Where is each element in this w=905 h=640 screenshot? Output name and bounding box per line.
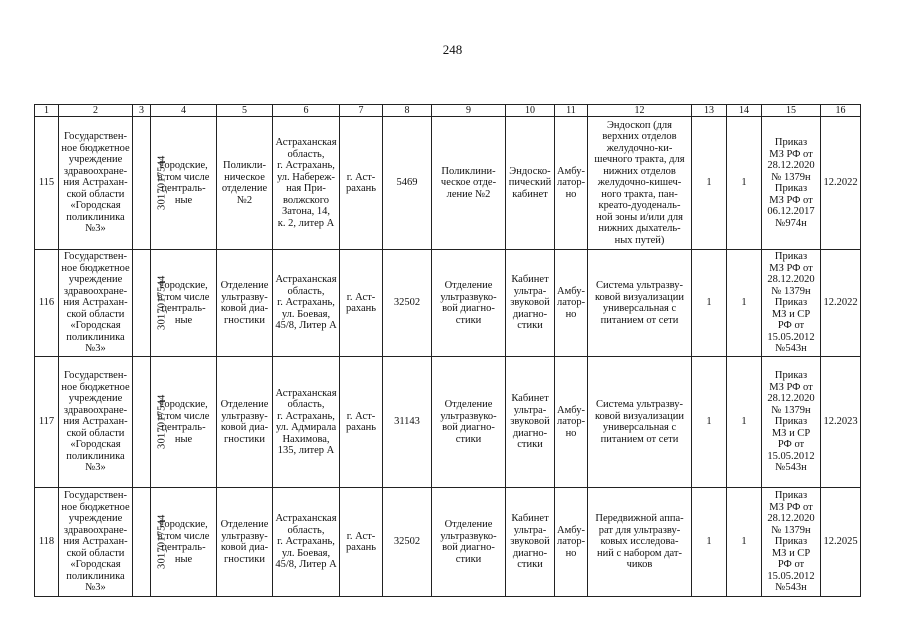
row-number-cell: 118	[35, 488, 59, 597]
order-cell: Приказ МЗ РФ от 28.12.2020 № 1379н Приказ МЗ и СР РФ от 15.05.2012 №543н	[762, 488, 821, 597]
quantity-cell: 1	[727, 250, 762, 357]
date-cell: 12.2022	[821, 117, 861, 250]
column-number: 1	[35, 105, 59, 117]
quantity-cell: 1	[727, 357, 762, 488]
page-number: 248	[442, 42, 463, 57]
table-row	[35, 250, 861, 357]
column-number: 12	[588, 105, 692, 117]
row-number-cell: 116	[35, 250, 59, 357]
city-cell: г. Аст- рахань	[340, 488, 383, 597]
subdivision-cell: Поликлини- ческое отде- ление №2	[432, 117, 506, 250]
order-cell: Приказ МЗ РФ от 28.12.2020 № 1379н Приказ МЗ и СР РФ от 15.05.2012 №543н	[762, 250, 821, 357]
quantity-cell: 1	[692, 488, 727, 597]
column-number: 13	[692, 105, 727, 117]
type-cell: Городские, в том числе централь- ные	[151, 357, 217, 488]
inn-text: 3017017544	[156, 514, 168, 570]
column-number: 3	[133, 105, 151, 117]
code-cell: 32502	[383, 250, 432, 357]
inn-cell	[133, 117, 168, 250]
column-number-row	[35, 105, 861, 117]
organization-cell: Государствен- ное бюджетное учреждение здравоохране- ния Астрахан- ской области «Городская поликлиника №3»	[59, 117, 133, 250]
care-form-cell: Амбу- латор- но	[555, 117, 588, 250]
table-row	[35, 357, 861, 488]
date-cell: 12.2025	[821, 488, 861, 597]
address-cell: Астраханская область, г. Астрахань, ул. Адмирала Нахимова, 135, литер А	[273, 357, 340, 488]
quantity-cell: 1	[692, 357, 727, 488]
quantity-cell: 1	[692, 250, 727, 357]
column-number: 11	[555, 105, 588, 117]
inn-cell	[133, 250, 168, 357]
column-number: 6	[273, 105, 340, 117]
column-number: 14	[727, 105, 762, 117]
department-cell: Отделение ультразву- ковой диа- гностики	[217, 357, 273, 488]
city-cell: г. Аст- рахань	[340, 117, 383, 250]
code-cell: 5469	[383, 117, 432, 250]
inn-text: 3017017544	[156, 275, 168, 331]
row-number-cell: 117	[35, 357, 59, 488]
care-form-cell: Амбу- латор- но	[555, 357, 588, 488]
order-cell: Приказ МЗ РФ от 28.12.2020 № 1379н Приказ МЗ РФ от 06.12.2017 №974н	[762, 117, 821, 250]
cabinet-cell: Эндоско- пический кабинет	[506, 117, 555, 250]
inn-cell	[133, 357, 168, 488]
subdivision-cell: Отделение ультразвуко- вой диагно- стики	[432, 488, 506, 597]
column-number: 10	[506, 105, 555, 117]
organization-cell: Государствен- ное бюджетное учреждение здравоохране- ния Астрахан- ской области «Городская поликлиника №3»	[59, 250, 133, 357]
row-number-cell: 115	[35, 117, 59, 250]
inn-text: 3017017544	[156, 394, 168, 450]
inn-text: 3017017544	[156, 155, 168, 211]
city-cell: г. Аст- рахань	[340, 357, 383, 488]
equipment-cell: Система ультразву- ковой визуализации универсальная с питанием от сети	[588, 250, 692, 357]
department-cell: Отделение ультразву- ковой диа- гностики	[217, 250, 273, 357]
cabinet-cell: Кабинет ультра- звуковой диагно- стики	[506, 250, 555, 357]
type-cell: Городские, в том числе централь- ные	[151, 488, 217, 597]
code-cell: 32502	[383, 488, 432, 597]
department-cell: Отделение ультразву- ковой диа- гностики	[217, 488, 273, 597]
column-number: 9	[432, 105, 506, 117]
organization-cell: Государствен- ное бюджетное учреждение здравоохране- ния Астрахан- ской области «Городская поликлиника №3»	[59, 488, 133, 597]
equipment-cell: Передвижной аппа- рат для ультразву- ковых исследова- ний с набором дат- чиков	[588, 488, 692, 597]
date-cell: 12.2023	[821, 357, 861, 488]
column-number: 5	[217, 105, 273, 117]
column-number: 15	[762, 105, 821, 117]
order-cell: Приказ МЗ РФ от 28.12.2020 № 1379н Приказ МЗ и СР РФ от 15.05.2012 №543н	[762, 357, 821, 488]
quantity-cell: 1	[727, 488, 762, 597]
column-number: 16	[821, 105, 861, 117]
address-cell: Астраханская область, г. Астрахань, ул. Набереж- ная При- волжского Затона, 14, к. 2, литер А	[273, 117, 340, 250]
quantity-cell: 1	[727, 117, 762, 250]
column-number: 8	[383, 105, 432, 117]
department-cell: Поликли- ническое отделение №2	[217, 117, 273, 250]
equipment-cell: Эндоскоп (для верхних отделов желудочно-ки- шечного тракта, для нижних отделов желудочно-кишеч- ного тракта, пан- креато-дуоденаль- ной зоны и/или для нижних дыхатель- ных путей)	[588, 117, 692, 250]
inn-cell	[133, 488, 168, 597]
organization-cell: Государствен- ное бюджетное учреждение здравоохране- ния Астрахан- ской области «Городская поликлиника №3»	[59, 357, 133, 488]
table-row	[35, 488, 861, 597]
care-form-cell: Амбу- латор- но	[555, 250, 588, 357]
column-number: 4	[151, 105, 217, 117]
address-cell: Астраханская область, г. Астрахань, ул. Боевая, 45/8, Литер А	[273, 488, 340, 597]
subdivision-cell: Отделение ультразвуко- вой диагно- стики	[432, 250, 506, 357]
type-cell: Городские, в том числе централь- ные	[151, 117, 217, 250]
type-cell: Городские, в том числе централь- ные	[151, 250, 217, 357]
table-row	[35, 117, 861, 250]
cabinet-cell: Кабинет ультра- звуковой диагно- стики	[506, 488, 555, 597]
column-number: 2	[59, 105, 133, 117]
subdivision-cell: Отделение ультразвуко- вой диагно- стики	[432, 357, 506, 488]
equipment-cell: Система ультразву- ковой визуализации универсальная с питанием от сети	[588, 357, 692, 488]
city-cell: г. Аст- рахань	[340, 250, 383, 357]
care-form-cell: Амбу- латор- но	[555, 488, 588, 597]
code-cell: 31143	[383, 357, 432, 488]
equipment-table	[34, 104, 861, 597]
column-number: 7	[340, 105, 383, 117]
date-cell: 12.2022	[821, 250, 861, 357]
address-cell: Астраханская область, г. Астрахань, ул. Боевая, 45/8, Литер А	[273, 250, 340, 357]
quantity-cell: 1	[692, 117, 727, 250]
cabinet-cell: Кабинет ультра- звуковой диагно- стики	[506, 357, 555, 488]
